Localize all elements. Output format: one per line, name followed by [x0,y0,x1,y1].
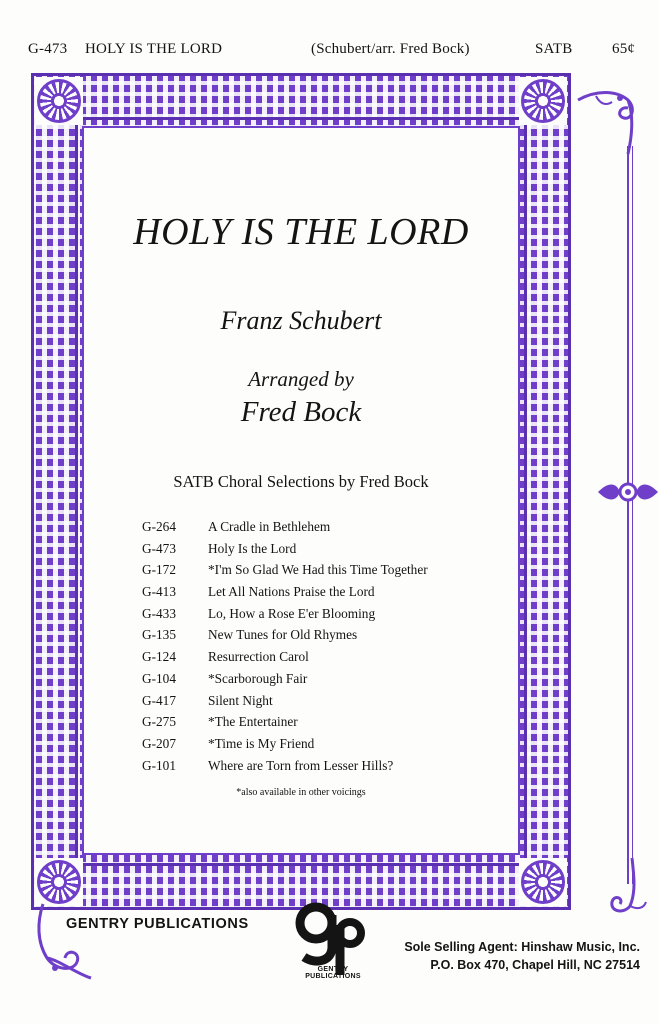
item-title: Lo, How a Rose E'er Blooming [208,605,376,621]
list-item [142,627,502,649]
item-code: G-104 [142,670,176,686]
list-item [142,606,502,628]
list-item [142,736,502,758]
item-code: G-101 [142,757,176,773]
voicing-footnote: *also available in other voicings [236,787,366,798]
arranger-name: Fred Bock [240,396,362,428]
agent-line: Sole Selling Agent: Hinshaw Music, Inc. [404,940,640,954]
list-item [142,693,502,715]
rosette-icon [521,860,565,904]
list-item [142,714,502,736]
item-code: G-135 [142,627,176,643]
item-title: *The Entertainer [208,714,298,730]
flourish-icon [596,462,659,522]
item-title: A Cradle in Bethlehem [208,519,331,534]
list-item [142,562,502,584]
item-title: New Tunes for Old Rhymes [208,627,358,643]
price-label: 65¢ [612,41,636,57]
item-code: G-473 [142,540,176,556]
selections-heading: SATB Choral Selections by Fred Bock [173,472,429,491]
item-title: Let All Nations Praise the Lord [208,584,375,600]
list-item [142,541,502,563]
item-title: *I'm So Glad We Had this Time Together [208,562,428,578]
header-title: HOLY IS THE LORD [85,41,223,57]
item-title: Holy Is the Lord [208,540,297,556]
list-item [142,758,502,780]
agent-address: P.O. Box 470, Chapel Hill, NC 27514 [430,958,640,972]
item-title: *Time is My Friend [208,735,315,751]
voicing-label: SATB [535,41,573,57]
logo-wordmark: GENTRY PUBLICATIONS [305,966,361,980]
arranged-by-label: Arranged by [248,367,354,391]
rosette-icon [37,79,81,123]
item-title: Where are Torn from Lesser Hills? [208,757,394,773]
item-code: G-207 [142,735,176,751]
selections-list [142,519,502,779]
item-code: G-264 [142,519,176,534]
cover-title: HOLY IS THE LORD [133,211,469,253]
item-code: G-124 [142,649,176,665]
item-code: G-275 [142,714,176,730]
item-title: Silent Night [208,692,273,708]
item-code: G-172 [142,562,176,578]
catalog-code: G-473 [28,41,68,57]
rosette-icon [521,79,565,123]
item-title: Resurrection Carol [208,649,309,665]
flourish-icon [576,86,646,156]
item-code: G-433 [142,605,176,621]
rosette-icon [37,860,81,904]
list-item [142,519,502,541]
item-code: G-413 [142,584,176,600]
list-item [142,584,502,606]
flourish-icon [33,902,93,982]
item-title: *Scarborough Fair [208,670,308,686]
list-item [142,671,502,693]
list-item [142,649,502,671]
selling-agent [400,938,640,974]
publisher-name: GENTRY PUBLICATIONS [66,916,249,932]
item-code: G-417 [142,692,176,708]
header-credit: (Schubert/arr. Fred Bock) [311,41,470,57]
flourish-icon [598,856,648,916]
composer-name: Franz Schubert [220,306,382,335]
